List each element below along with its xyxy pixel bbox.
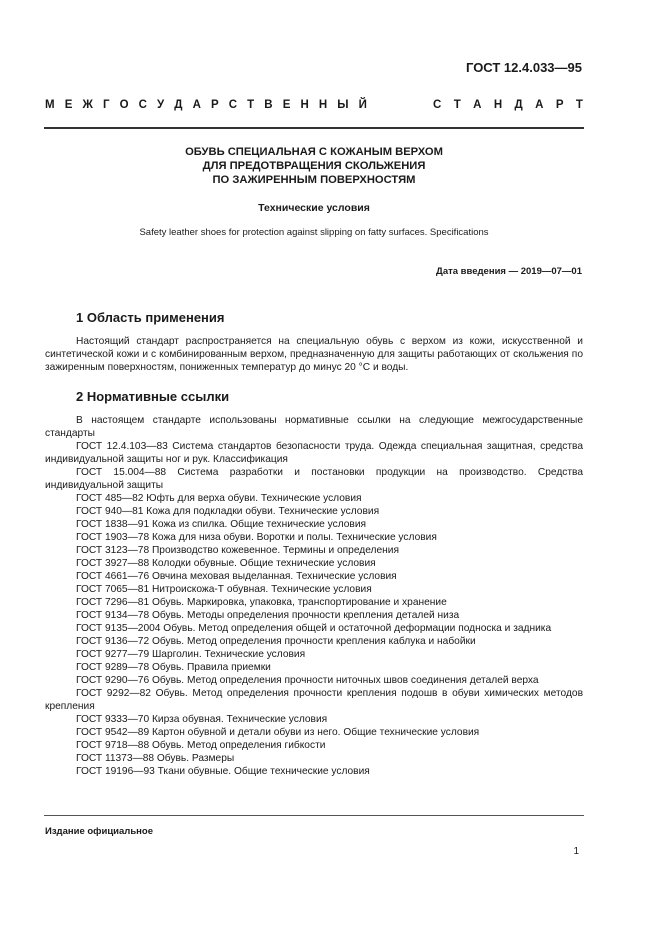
paragraph: ГОСТ 3123—78 Производство кожевенное. Термины и определения bbox=[76, 545, 399, 556]
paragraph: ГОСТ 9718—88 Обувь. Метод определения гибкости bbox=[76, 740, 326, 751]
paragraph: ГОСТ 940—81 Кожа для подкладки обуви. Технические условия bbox=[76, 506, 380, 517]
standard-type-banner bbox=[45, 99, 583, 111]
paragraph: ГОСТ 9542—89 Картон обувной и детали обуви из него. Общие технические условия bbox=[76, 727, 480, 738]
paragraph: ГОСТ 9134—78 Обувь. Методы определения прочности крепления деталей низа bbox=[76, 610, 460, 621]
banner-letter: О bbox=[119, 99, 129, 111]
banner-letter: Р bbox=[555, 99, 564, 111]
document-subtitle: Технические условия bbox=[258, 202, 370, 214]
paragraph: ГОСТ 19196—93 Ткани обувные. Общие технические условия bbox=[76, 766, 370, 777]
paragraph: ГОСТ 4661—76 Овчина меховая выделанная. Технические условия bbox=[76, 571, 397, 582]
paragraph: ГОСТ 9277—79 Шарголин. Технические условия bbox=[76, 649, 306, 660]
section-1-body bbox=[45, 335, 583, 374]
english-title: Safety leather shoes for protection against slipping on fatty surfaces. Specifications bbox=[139, 227, 489, 238]
banner-letter: М bbox=[45, 99, 55, 111]
paragraph: ГОСТ 1838—91 Кожа из спилка. Общие технические условия bbox=[76, 519, 367, 530]
title-line: ДЛЯ ПРЕДОТВРАЩЕНИЯ СКОЛЬЖЕНИЯ bbox=[202, 160, 426, 172]
paragraph: ГОСТ 3927—88 Колодки обувные. Общие технические условия bbox=[76, 558, 376, 569]
banner-letter: Н bbox=[318, 99, 328, 111]
paragraph: ГОСТ 7065—81 Нитроискожа-Т обувная. Технические условия bbox=[76, 584, 372, 595]
paragraph: ГОСТ 9290—76 Обувь. Метод определения прочности ниточных швов соединения деталей верха bbox=[76, 675, 539, 686]
banner-letter: У bbox=[157, 99, 165, 111]
banner-letter: Г bbox=[102, 99, 110, 111]
banner-letter: Д bbox=[514, 99, 523, 111]
title-line: ОБУВЬ СПЕЦИАЛЬНАЯ С КОЖАНЫМ ВЕРХОМ bbox=[185, 146, 443, 158]
banner-letter: Ы bbox=[337, 99, 349, 111]
banner-letter: Н bbox=[300, 99, 309, 111]
banner-letter: Т bbox=[575, 99, 583, 111]
section-2-body bbox=[45, 414, 583, 778]
banner-letter: С bbox=[228, 99, 238, 111]
paragraph: ГОСТ 9135—2004 Обувь. Метод определения общей и остаточной деформации подноска и задника bbox=[76, 623, 552, 634]
banner-letter: Е bbox=[64, 99, 73, 111]
paragraph: Настоящий стандарт распространяется на специальную обувь с верхом из кожи, искусственной и синтетической кожи и с комбинированным верхом, предназначенную для защиты работающих от скольжения по зажиренным поверхностям, пониженных температур до минус 20 °С и воды. bbox=[45, 336, 583, 373]
section-2-heading: 2 Нормативные ссылки bbox=[76, 389, 230, 404]
paragraph: ГОСТ 9292—82 Обувь. Метод определения прочности крепления подошв в обуви химических методов крепления bbox=[45, 688, 583, 712]
footer-rule bbox=[44, 815, 584, 816]
title-line: ПО ЗАЖИРЕННЫМ ПОВЕРХНОСТЯМ bbox=[212, 174, 416, 186]
banner-word-interstate bbox=[45, 99, 367, 111]
banner-letter: Р bbox=[210, 99, 219, 111]
banner-letter: А bbox=[473, 99, 482, 111]
paragraph: ГОСТ 11373—88 Обувь. Размеры bbox=[76, 753, 235, 764]
banner-letter: Ж bbox=[82, 99, 93, 111]
banner-letter: А bbox=[535, 99, 544, 111]
banner-letter: А bbox=[192, 99, 201, 111]
banner-letter: Й bbox=[358, 99, 367, 111]
header-rule bbox=[44, 127, 584, 129]
banner-letter: Д bbox=[174, 99, 183, 111]
banner-letter: Е bbox=[282, 99, 291, 111]
banner-letter: Т bbox=[247, 99, 255, 111]
paragraph: ГОСТ 9136—72 Обувь. Метод определения прочности крепления каблука и набойки bbox=[76, 636, 476, 647]
banner-letter: С bbox=[138, 99, 147, 111]
paragraph: ГОСТ 9333—70 Кирза обувная. Технические условия bbox=[76, 714, 328, 725]
paragraph: В настоящем стандарте использованы нормативные ссылки на следующие межгосударственные стандарты bbox=[45, 415, 583, 439]
paragraph: ГОСТ 485—82 Юфть для верха обуви. Технические условия bbox=[76, 493, 362, 504]
paragraph: ГОСТ 1903—78 Кожа для низа обуви. Воротки и полы. Технические условия bbox=[76, 532, 437, 543]
edition-label: Издание официальное bbox=[45, 826, 153, 837]
banner-word-standard bbox=[433, 99, 583, 111]
page-number: 1 bbox=[573, 846, 579, 857]
paragraph: ГОСТ 15.004—88 Система разработки и постановки продукции на производство. Средства индивидуальной защиты bbox=[45, 467, 583, 491]
banner-letter: Н bbox=[493, 99, 503, 111]
document-code: ГОСТ 12.4.033—95 bbox=[466, 60, 582, 75]
effective-date: Дата введения — 2019—07—01 bbox=[436, 266, 582, 277]
paragraph: ГОСТ 9289—78 Обувь. Правила приемки bbox=[76, 662, 271, 673]
paragraph: ГОСТ 7296—81 Обувь. Маркировка, упаковка, транспортирование и хранение bbox=[76, 597, 447, 608]
section-1-heading: 1 Область применения bbox=[76, 310, 225, 325]
paragraph: ГОСТ 12.4.103—83 Система стандартов безопасности труда. Одежда специальная защитная, средства индивидуальной защиты ног и рук. Классификация bbox=[45, 441, 583, 465]
banner-letter: С bbox=[433, 99, 442, 111]
document-title bbox=[44, 145, 584, 187]
banner-letter: В bbox=[264, 99, 273, 111]
banner-letter: Т bbox=[453, 99, 461, 111]
